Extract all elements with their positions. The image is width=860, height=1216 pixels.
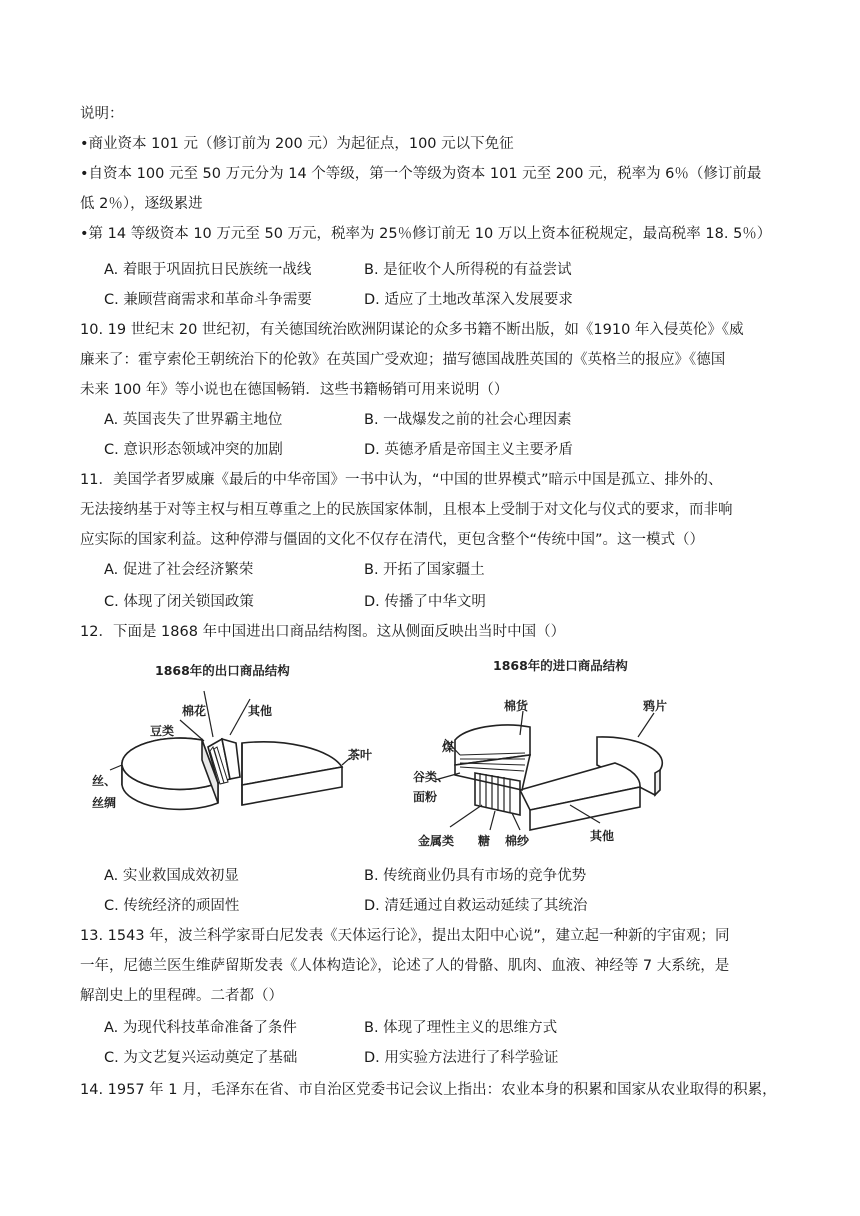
q11-option-a: A. 促进了社会经济繁荣 bbox=[104, 562, 254, 578]
q13-option-a: A. 为现代科技革命准备了条件 bbox=[104, 1020, 297, 1036]
q11-option-c: C. 体现了闭关锁国政策 bbox=[104, 594, 254, 610]
q9-option-d: D. 适应了土地改革深入发展要求 bbox=[364, 292, 573, 308]
trade-structure-figure bbox=[92, 655, 680, 855]
q13-stem-1: 13. 1543 年，波兰科学家哥白尼发表《天体运行论》，提出太阳中心说”，建立起一种新的宇宙观；同 bbox=[80, 928, 730, 944]
note-heading: 说明： bbox=[80, 106, 124, 122]
note-bullet-2-cont: 低 2％），逐级累进 bbox=[80, 196, 203, 212]
q10-option-b: B. 一战爆发之前的社会心理因素 bbox=[364, 412, 572, 428]
export-chart-title: 1868年的出口商品结构 bbox=[155, 663, 290, 678]
q13-stem-2: 一年，尼德兰医生维萨留斯发表《人体构造论》，论述了人的骨骼、肌肉、血液、神经等 7 大系统，是 bbox=[80, 958, 730, 974]
export-label-silk-2: 丝绸 bbox=[92, 796, 117, 810]
q12-option-c: C. 传统经济的顽固性 bbox=[104, 898, 240, 914]
q11-option-b: B. 开拓了国家疆土 bbox=[364, 562, 485, 578]
q10-stem-1: 10. 19 世纪末 20 世纪初，有关德国统治欧洲阴谋论的众多书籍不断出版，如《1910 年入侵英伦》《威 bbox=[80, 322, 744, 338]
q10-option-a: A. 英国丧失了世界霸主地位 bbox=[104, 412, 283, 428]
q10-stem-3: 未来 100 年》等小说也在德国畅销．这些书籍畅销可用来说明（） bbox=[80, 382, 509, 398]
import-label-yarn: 棉纱 bbox=[505, 834, 530, 848]
import-pie-chart bbox=[455, 725, 662, 830]
q9-option-a: A. 着眼于巩固抗日民族统一战线 bbox=[104, 262, 312, 278]
export-label-other: 其他 bbox=[248, 704, 273, 718]
q10-option-c: C. 意识形态领域冲突的加剧 bbox=[104, 442, 283, 458]
q12-option-d: D. 清廷通过自救运动延续了其统治 bbox=[364, 898, 588, 914]
import-label-metal: 金属类 bbox=[418, 834, 455, 848]
q11-stem-2: 无法接纳基于对等主权与相互尊重之上的民族国家体制，且根本上受制于对文化与仪式的要求，而非响 bbox=[80, 502, 733, 518]
export-label-tea: 茶叶 bbox=[348, 748, 373, 762]
q12-option-b: B. 传统商业仍具有市场的竞争优势 bbox=[364, 868, 587, 884]
q13-stem-3: 解剖史上的里程碑。二者都（） bbox=[80, 988, 283, 1004]
import-label-coal: 煤 bbox=[442, 740, 455, 754]
import-label-grain-2: 面粉 bbox=[413, 790, 438, 804]
q10-stem-2: 廉来了：霍亨索伦王朝统治下的伦敦》在英国广受欢迎；描写德国战胜英国的《英格兰的报应》《德国 bbox=[80, 352, 726, 368]
note-bullet-1: •商业资本 101 元（修订前为 200 元）为起征点，100 元以下免征 bbox=[80, 136, 514, 152]
export-label-beans: 豆类 bbox=[150, 724, 175, 738]
q13-option-d: D. 用实验方法进行了科学验证 bbox=[364, 1050, 559, 1066]
export-label-silk-1: 丝、 bbox=[92, 774, 117, 788]
q11-option-d: D. 传播了中华文明 bbox=[364, 594, 486, 610]
q9-option-c: C. 兼顾营商需求和革命斗争需要 bbox=[104, 292, 312, 308]
note-bullet-2: •自资本 100 元至 50 万元分为 14 个等级，第一个等级为资本 101 元至 200 元，税率为 6％（修订前最 bbox=[80, 166, 762, 182]
q13-option-c: C. 为文艺复兴运动奠定了基础 bbox=[104, 1050, 298, 1066]
q13-option-b: B. 体现了理性主义的思维方式 bbox=[364, 1020, 558, 1036]
import-label-sugar: 糖 bbox=[478, 834, 491, 848]
import-label-grain-1: 谷类、 bbox=[413, 770, 450, 784]
q11-stem-1: 11．美国学者罗威廉《最后的中华帝国》一书中认为，“中国的世界模式”暗示中国是孤立、排外的、 bbox=[80, 472, 723, 488]
q12-stem: 12．下面是 1868 年中国进出口商品结构图。这从侧面反映出当时中国（） bbox=[80, 624, 566, 640]
import-label-opium: 鸦片 bbox=[643, 699, 668, 713]
note-bullet-3: •第 14 等级资本 10 万元至 50 万元，税率为 25％修订前无 10 万以上资本征税规定，最高税率 18. 5％） bbox=[80, 226, 772, 242]
q14-stem-1: 14. 1957 年 1 月，毛泽东在省、市自治区党委书记会议上指出：农业本身的积累和国家从农业取得的积累， bbox=[80, 1082, 777, 1098]
export-label-cotton: 棉花 bbox=[182, 704, 207, 718]
import-chart-title: 1868年的进口商品结构 bbox=[493, 658, 628, 673]
import-label-other: 其他 bbox=[590, 829, 615, 843]
q9-option-b: B. 是征收个人所得税的有益尝试 bbox=[364, 262, 572, 278]
import-label-cotton-goods: 棉货 bbox=[504, 699, 529, 713]
q11-stem-3: 应实际的国家利益。这种停滞与僵固的文化不仅存在清代，更包含整个“传统中国”。这一模式（） bbox=[80, 532, 705, 548]
q12-option-a: A. 实业救国成效初显 bbox=[104, 868, 239, 884]
q10-option-d: D. 英德矛盾是帝国主义主要矛盾 bbox=[364, 442, 573, 458]
export-pie-chart bbox=[122, 738, 342, 809]
